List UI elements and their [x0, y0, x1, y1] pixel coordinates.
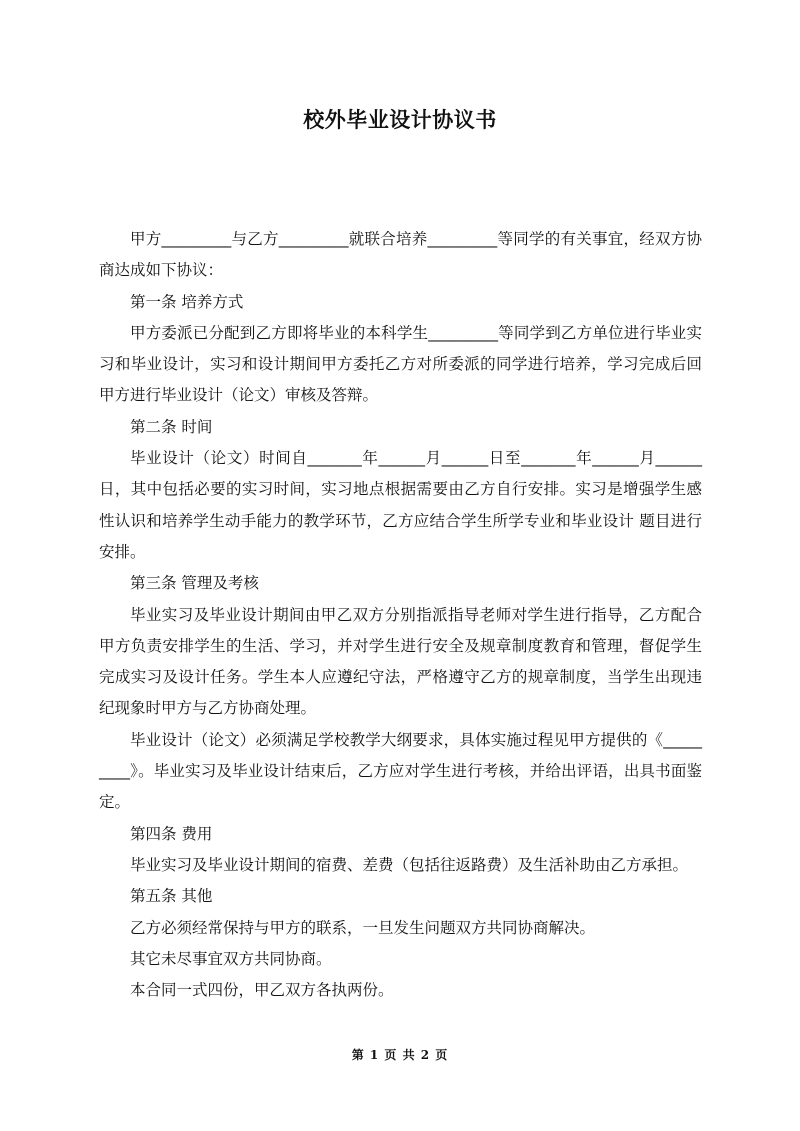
page-number-footer: 第 1 页 共 2 页: [351, 1048, 449, 1062]
article-2-heading: 第二条 时间: [130, 417, 213, 436]
article-1-paragraph: 甲方委派已分配到乙方即将毕业的本科学生_________等同学到乙方单位进行毕业实习和毕业设计，实习和设计期间甲方委托乙方对所委派的同学进行培养，学习完成后回甲方进行毕业设计（论文）审核及答辩。: [99, 323, 702, 405]
intro-paragraph: 甲方_________与乙方_________就联合培养_________等同学的有关事宜，经双方协商达成如下协议：: [99, 230, 702, 280]
article-4-paragraph: 毕业实习及毕业设计期间的宿费、差费（包括往返路费）及生活补助由乙方承担。: [130, 855, 689, 874]
article-5-paragraph-1: 乙方必须经常保持与甲方的联系，一旦发生问题双方共同协商解决。: [130, 918, 596, 937]
article-1-heading: 第一条 培养方式: [130, 292, 244, 311]
article-2-paragraph: 毕业设计（论文）时间自_______年______月______日至_______年______月______日，其中包括必要的实习时间，实习地点根据需要由乙方自行安排。实习是增强学生感性认识和培养学生动手能力的教学环节，乙方应结合学生所学专业和毕业设计 题目进行安排。: [99, 449, 702, 561]
page-title: 校外毕业设计协议书: [303, 108, 497, 132]
article-3-paragraph-2: 毕业设计（论文）必须满足学校教学大纲要求，具体实施过程见甲方提供的《_________》。毕业实习及毕业设计结束后，乙方应对学生进行考核，并给出评语，出具书面鉴定。: [99, 730, 702, 812]
article-5-paragraph-2: 其它未尽事宜双方共同协商。: [130, 949, 332, 968]
article-4-heading: 第四条 费用: [130, 824, 213, 843]
article-5-paragraph-3: 本合同一式四份，甲乙双方各执两份。: [130, 981, 394, 1000]
article-5-heading: 第五条 其他: [130, 887, 213, 906]
article-3-heading: 第三条 管理及考核: [130, 574, 259, 593]
document-body: [99, 224, 702, 1006]
article-3-paragraph-1: 毕业实习及毕业设计期间由甲乙双方分别指派指导老师对学生进行指导，乙方配合甲方负责安排学生的生活、学习，并对学生进行安全及规章制度教育和管理，督促学生完成实习及设计任务。学生本人应遵纪守法，严格遵守乙方的规章制度，当学生出现违纪现象时甲方与乙方协商处理。: [99, 605, 702, 718]
